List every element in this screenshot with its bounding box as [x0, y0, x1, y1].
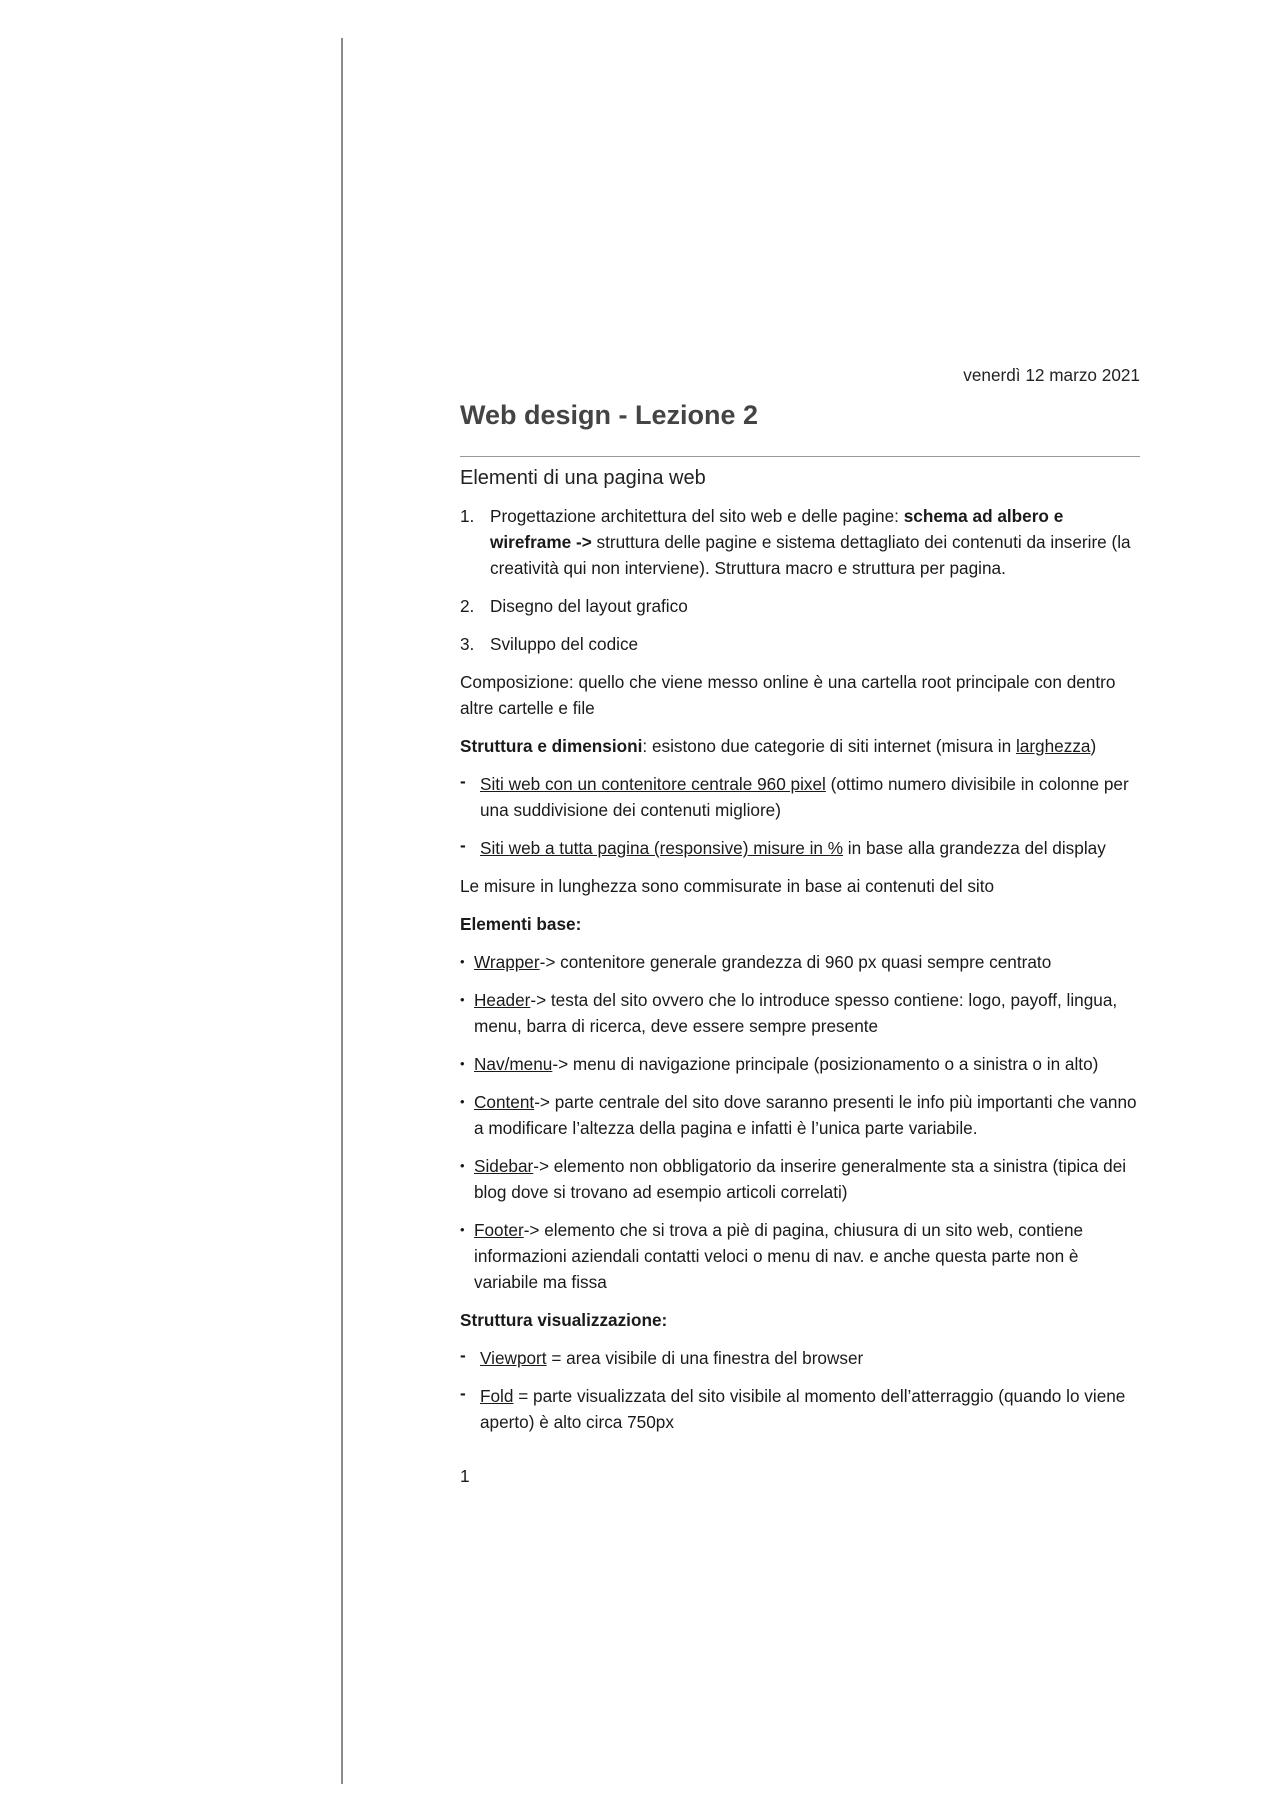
list-item: [460, 987, 1140, 1039]
structure-text: : esistono due categorie di siti internet (misura in: [642, 736, 1016, 756]
item-number: 2.: [460, 596, 475, 616]
list-item: [460, 1217, 1140, 1295]
list-item: [460, 631, 1140, 657]
section-subtitle: Elementi di una pagina web: [460, 467, 706, 489]
item-text: Progettazione architettura del sito web e delle pagine:: [490, 506, 904, 526]
visualization-heading: Struttura visualizzazione:: [460, 1310, 668, 1330]
item-term: Footer: [474, 1220, 524, 1240]
item-text: struttura delle pagine e sistema dettagliato dei contenuti da inserire (la creatività qui non interviene). Struttura macro e struttura per pagina.: [490, 532, 1131, 578]
bullet-marker: •: [460, 954, 465, 969]
composition-paragraph: Composizione: quello che viene messo online è una cartella root principale con dentro altre cartelle e file: [460, 672, 1116, 718]
structure-underlined: larghezza: [1015, 736, 1091, 756]
list-item: [460, 503, 1140, 581]
title-divider: [460, 456, 1140, 457]
item-text: (ottimo numero divisibile in colonne per una suddivisione dei contenuti migliore): [480, 774, 1129, 820]
structure-heading: Struttura e dimensioni: [460, 736, 643, 756]
list-item: [460, 1383, 1140, 1435]
item-underlined: Siti web con un contenitore centrale 960 pixel: [480, 774, 826, 794]
item-term: Header: [474, 990, 531, 1010]
item-bold-text: schema ad albero e wireframe ->: [490, 506, 1064, 552]
item-text: -> parte centrale del sito dove saranno presenti le info più importanti che vanno a modificare l’altezza della pagina e infatti è l’unica parte variabile.: [474, 1092, 1137, 1138]
list-item: [460, 1345, 1140, 1371]
bullet-marker: •: [460, 1222, 465, 1237]
steps-list: [460, 503, 1140, 657]
base-elements-list: [460, 949, 1140, 1295]
page-number: 1: [460, 1466, 470, 1486]
item-term: Wrapper: [474, 952, 540, 972]
item-underlined: Siti web a tutta pagina (responsive) misure in %: [480, 838, 844, 858]
bullet-marker: •: [460, 1094, 465, 1109]
list-item: [460, 949, 1140, 975]
item-term: Nav/menu: [474, 1054, 553, 1074]
dash-marker: -: [460, 1383, 466, 1403]
item-term: Viewport: [480, 1348, 547, 1368]
document-body: [460, 362, 1140, 1489]
bullet-marker: •: [460, 1158, 465, 1173]
list-item: [460, 1051, 1140, 1077]
list-item: [460, 835, 1140, 861]
structure-end: ): [1090, 736, 1097, 756]
item-text: Sviluppo del codice: [490, 634, 639, 654]
document-date: venerdì 12 marzo 2021: [963, 365, 1140, 385]
document-title: Web design - Lezione 2: [460, 400, 759, 430]
bullet-marker: •: [460, 1056, 465, 1071]
visualization-list: [460, 1345, 1140, 1435]
item-text: -> contenitore generale grandezza di 960 px quasi sempre centrato: [539, 952, 1052, 972]
structure-paragraph: [460, 733, 1140, 759]
item-text: = area visibile di una finestra del browser: [546, 1348, 864, 1368]
item-text: in base alla grandezza del display: [843, 838, 1106, 858]
item-text: -> testa del sito ovvero che lo introduce spesso contiene: logo, payoff, lingua, menu, barra di ricerca, deve essere sempre presente: [474, 990, 1118, 1036]
dash-marker: -: [460, 1345, 466, 1365]
page-margin-line: [341, 38, 343, 1784]
site-types-list: [460, 771, 1140, 861]
item-term: Content: [474, 1092, 535, 1112]
list-item: [460, 593, 1140, 619]
bullet-marker: •: [460, 992, 465, 1007]
measures-paragraph: Le misure in lunghezza sono commisurate in base ai contenuti del sito: [460, 876, 995, 896]
item-text: -> elemento non obbligatorio da inserire generalmente sta a sinistra (tipica dei blog dove si trovano ad esempio articoli correlati): [474, 1156, 1127, 1202]
item-term: Fold: [480, 1386, 514, 1406]
base-elements-heading: Elementi base:: [460, 914, 582, 934]
item-text: = parte visualizzata del sito visibile al momento dell’atterraggio (quando lo viene aperto) è alto circa 750px: [480, 1386, 1126, 1432]
dash-marker: -: [460, 771, 466, 791]
dash-marker: -: [460, 835, 466, 855]
list-item: [460, 1089, 1140, 1141]
list-item: [460, 771, 1140, 823]
item-number: 1.: [460, 506, 475, 526]
list-item: [460, 1153, 1140, 1205]
item-text: -> elemento che si trova a piè di pagina, chiusura di un sito web, contiene informazioni aziendali contatti veloci o menu di nav. e anche questa parte non è variabile ma fissa: [474, 1220, 1084, 1292]
item-text: Disegno del layout grafico: [490, 596, 688, 616]
item-number: 3.: [460, 634, 475, 654]
item-text: -> menu di navigazione principale (posizionamento o a sinistra o in alto): [552, 1054, 1099, 1074]
item-term: Sidebar: [474, 1156, 534, 1176]
